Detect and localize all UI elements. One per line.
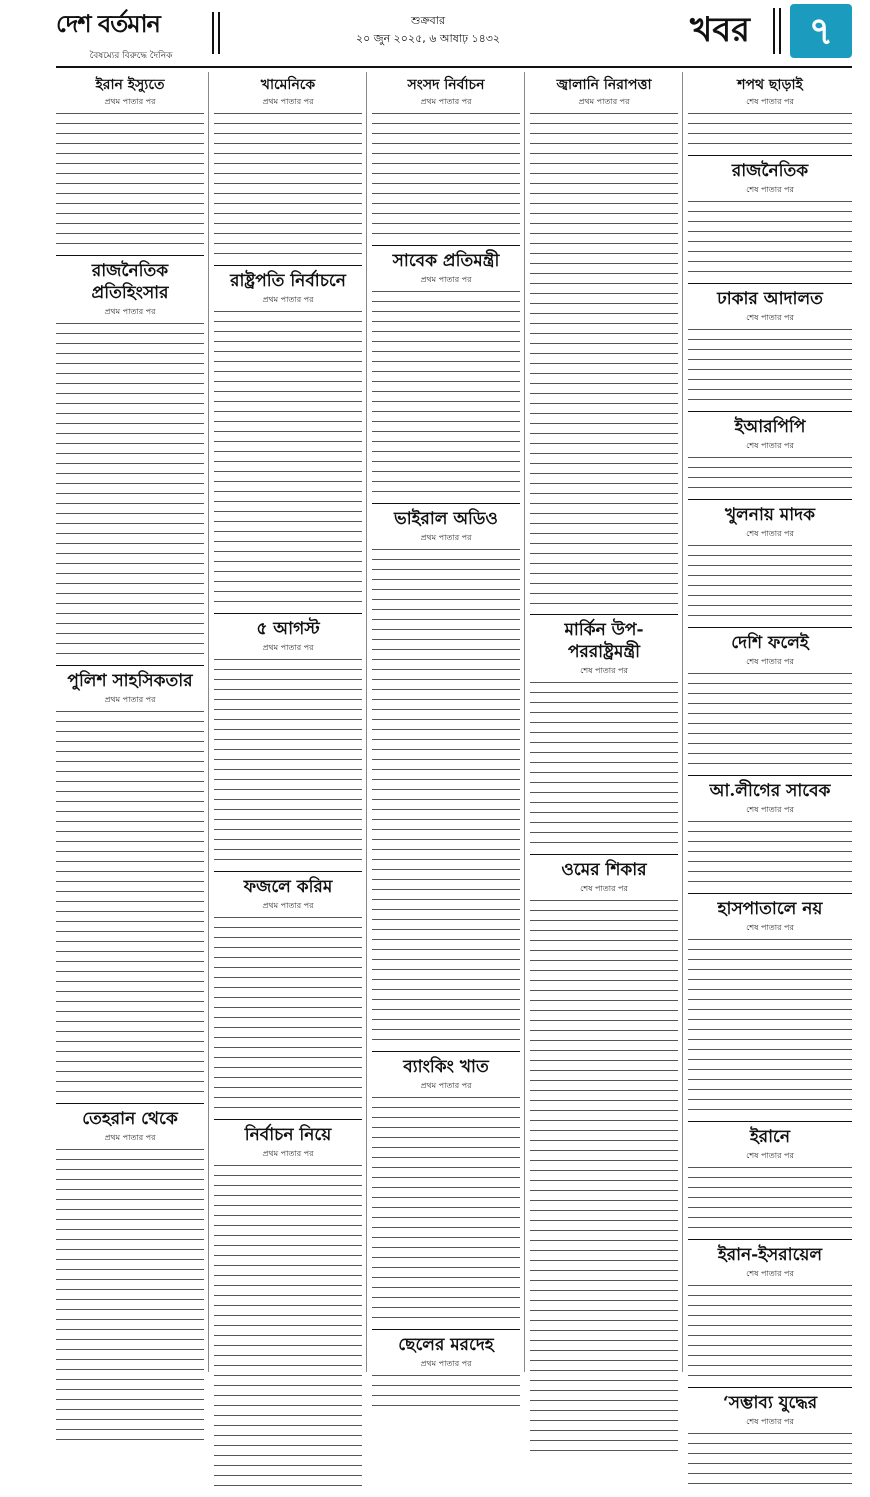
article-byline: শেষ পাতার পর	[746, 657, 794, 666]
divider	[688, 627, 852, 628]
article-body	[530, 680, 678, 850]
column-rule	[682, 72, 683, 1372]
article-khamenei	[214, 76, 362, 261]
article-tehran	[56, 1108, 204, 1447]
article-body	[688, 1431, 852, 1491]
article-viral	[372, 508, 520, 1047]
article-byline: প্রথম পাতার পর	[420, 533, 472, 542]
section-title: খবর	[690, 10, 750, 50]
divider	[688, 411, 852, 412]
article-body	[56, 1147, 204, 1447]
article-marquin	[530, 619, 678, 850]
article-rashtrapati	[214, 270, 362, 609]
article-title: ইরান-ইসরায়েল	[717, 1245, 823, 1265]
masthead-separator	[212, 12, 220, 54]
divider	[688, 775, 852, 776]
article-title: রাষ্ট্রপতি নির্বাচনে	[230, 271, 346, 291]
article-byline: প্রথম পাতার পর	[104, 695, 156, 704]
article-khulna	[688, 504, 852, 623]
article-body	[56, 709, 204, 1099]
article-body	[214, 111, 362, 261]
article-byline: শেষ পাতার পর	[746, 441, 794, 450]
divider	[688, 499, 852, 500]
article-title: সাবেক প্রতিমন্ত্রী	[392, 251, 500, 271]
article-body	[214, 1163, 362, 1493]
divider	[530, 614, 678, 615]
article-nirbachon-niye	[214, 1124, 362, 1493]
column-rule	[524, 72, 525, 1372]
article-title: ওমের শিকার	[561, 860, 647, 880]
divider	[372, 1051, 520, 1052]
section-bars	[773, 8, 781, 54]
article-byline: প্রথম পাতার পর	[420, 1359, 472, 1368]
day-label: শুক্রবার	[410, 14, 446, 27]
column-3	[372, 72, 520, 1417]
article-byline: শেষ পাতার পর	[746, 97, 794, 106]
divider	[372, 245, 520, 246]
article-byline: শেষ পাতার পর	[746, 1269, 794, 1278]
article-body	[688, 327, 852, 407]
article-omer	[530, 859, 678, 1458]
article-shapath	[688, 76, 852, 151]
article-byline: প্রথম পাতার পর	[420, 275, 472, 284]
article-byline: প্রথম পাতার পর	[262, 97, 314, 106]
article-body	[56, 321, 204, 661]
article-hospital	[688, 898, 852, 1117]
article-rajnaitik-protihingsha	[56, 260, 204, 661]
divider	[688, 155, 852, 156]
article-title: ফজলে করিম	[243, 877, 333, 897]
article-bank	[372, 1056, 520, 1325]
article-chheler	[372, 1334, 520, 1413]
article-title: দেশি ফলেই	[731, 633, 809, 653]
column-1	[56, 72, 204, 1451]
article-police	[56, 670, 204, 1099]
logo-text: দেশ বর্তমান	[56, 9, 160, 38]
article-body	[688, 111, 852, 151]
article-body	[214, 915, 362, 1115]
article-title: নির্বাচন নিয়ে	[244, 1125, 332, 1145]
divider	[214, 265, 362, 266]
article-body	[688, 937, 852, 1117]
article-iran	[56, 76, 204, 251]
column-rule	[208, 72, 209, 1372]
article-body	[688, 671, 852, 771]
article-sangsad	[372, 76, 520, 241]
divider	[214, 871, 362, 872]
divider	[530, 854, 678, 855]
article-title: ইরানে	[749, 1127, 791, 1147]
article-byline: শেষ পাতার পর	[746, 1417, 794, 1426]
divider	[688, 893, 852, 894]
article-title: সংসদ নির্বাচন	[407, 77, 485, 93]
article-byline: শেষ পাতার পর	[746, 185, 794, 194]
article-deshi	[688, 632, 852, 771]
article-title: পুলিশ সাহসিকতার	[67, 671, 193, 691]
article-byline: শেষ পাতার পর	[746, 805, 794, 814]
divider	[56, 255, 204, 256]
article-title: শপথ ছাড়াই	[737, 77, 803, 93]
divider	[688, 283, 852, 284]
column-2	[214, 72, 362, 1497]
article-byline: প্রথম পাতার পর	[104, 97, 156, 106]
article-title: জ্বালানি নিরাপত্তা	[556, 77, 652, 93]
article-title: ৫ আগস্ট	[256, 619, 320, 639]
article-byline: প্রথম পাতার পর	[262, 1149, 314, 1158]
divider	[214, 1119, 362, 1120]
article-title: হাসপাতালে নয়	[717, 899, 823, 919]
article-title: ইআরপিপি	[734, 417, 806, 437]
article-body	[214, 657, 362, 867]
article-byline: প্রথম পাতার পর	[104, 307, 156, 316]
article-body	[688, 1283, 852, 1383]
article-title: ঢাকার আদালত	[717, 289, 823, 309]
article-byline: শেষ পাতার পর	[580, 666, 628, 675]
masthead-rule	[56, 66, 852, 68]
article-title: তেহরান থেকে	[82, 1109, 178, 1129]
date-label: ২০ জুন ২০২৫, ৬ আষাঢ় ১৪৩২	[355, 32, 501, 45]
column-5	[688, 72, 852, 1495]
article-rajnaitik	[688, 160, 852, 279]
article-byline: শেষ পাতার পর	[746, 1151, 794, 1160]
article-shombhabbo	[688, 1392, 852, 1491]
article-title: ইরান ইস্যুতে	[95, 77, 165, 93]
divider	[372, 1329, 520, 1330]
column-rule	[366, 72, 367, 1372]
article-body	[530, 898, 678, 1458]
masthead-date	[228, 12, 628, 48]
divider	[688, 1387, 852, 1388]
article-title: রাজনৈতিক প্রতিহিংসার	[91, 261, 169, 303]
article-byline: প্রথম পাতার পর	[104, 1133, 156, 1142]
article-title: ব্যাংকিং খাত	[403, 1057, 489, 1077]
page-number: ৭	[790, 4, 852, 58]
article-dhaka-adalat	[688, 288, 852, 407]
article-body	[688, 543, 852, 623]
article-body	[372, 1373, 520, 1413]
article-byline: প্রথম পাতার পর	[420, 97, 472, 106]
article-byline: প্রথম পাতার পর	[420, 1081, 472, 1090]
article-byline: প্রথম পাতার পর	[262, 643, 314, 652]
article-august	[214, 618, 362, 867]
article-fazle	[214, 876, 362, 1115]
article-body	[688, 819, 852, 889]
divider	[56, 665, 204, 666]
article-title: খামেনিকে	[260, 77, 316, 93]
logo	[56, 6, 206, 61]
article-body	[372, 111, 520, 241]
article-byline: শেষ পাতার পর	[746, 529, 794, 538]
article-title: মার্কিন উপ-পররাষ্ট্রমন্ত্রী	[564, 620, 644, 662]
article-alig	[688, 780, 852, 889]
article-byline: শেষ পাতার পর	[746, 313, 794, 322]
article-title: ছেলের মরদেহ	[398, 1335, 494, 1355]
article-title: ‘সম্ভাব্য যুদ্ধের	[722, 1393, 818, 1413]
article-irane	[688, 1126, 852, 1235]
article-sabek	[372, 250, 520, 499]
article-body	[372, 547, 520, 1047]
article-title: আ.লীগের সাবেক	[709, 781, 831, 801]
article-body	[56, 111, 204, 251]
article-body	[688, 199, 852, 279]
article-iran-israel	[688, 1244, 852, 1383]
article-body	[214, 309, 362, 609]
divider	[688, 1239, 852, 1240]
logo-tagline: বৈষম্যের বিরুদ্ধে দৈনিক	[89, 51, 173, 61]
article-byline: প্রথম পাতার পর	[262, 901, 314, 910]
divider	[56, 1103, 204, 1104]
article-body	[372, 1095, 520, 1325]
article-title: ভাইরাল অডিও	[394, 509, 498, 529]
divider	[214, 613, 362, 614]
article-byline: শেষ পাতার পর	[580, 884, 628, 893]
article-byline: প্রথম পাতার পর	[262, 295, 314, 304]
article-body	[688, 1165, 852, 1235]
article-title: খুলনায় মাদক	[724, 505, 816, 525]
divider	[688, 1121, 852, 1122]
article-body	[688, 455, 852, 495]
article-isprpi	[688, 416, 852, 495]
article-body	[372, 289, 520, 499]
article-byline: প্রথম পাতার পর	[578, 97, 630, 106]
article-byline: শেষ পাতার পর	[746, 923, 794, 932]
article-title: রাজনৈতিক	[731, 161, 809, 181]
column-4-lower	[530, 610, 678, 1462]
divider	[372, 503, 520, 504]
